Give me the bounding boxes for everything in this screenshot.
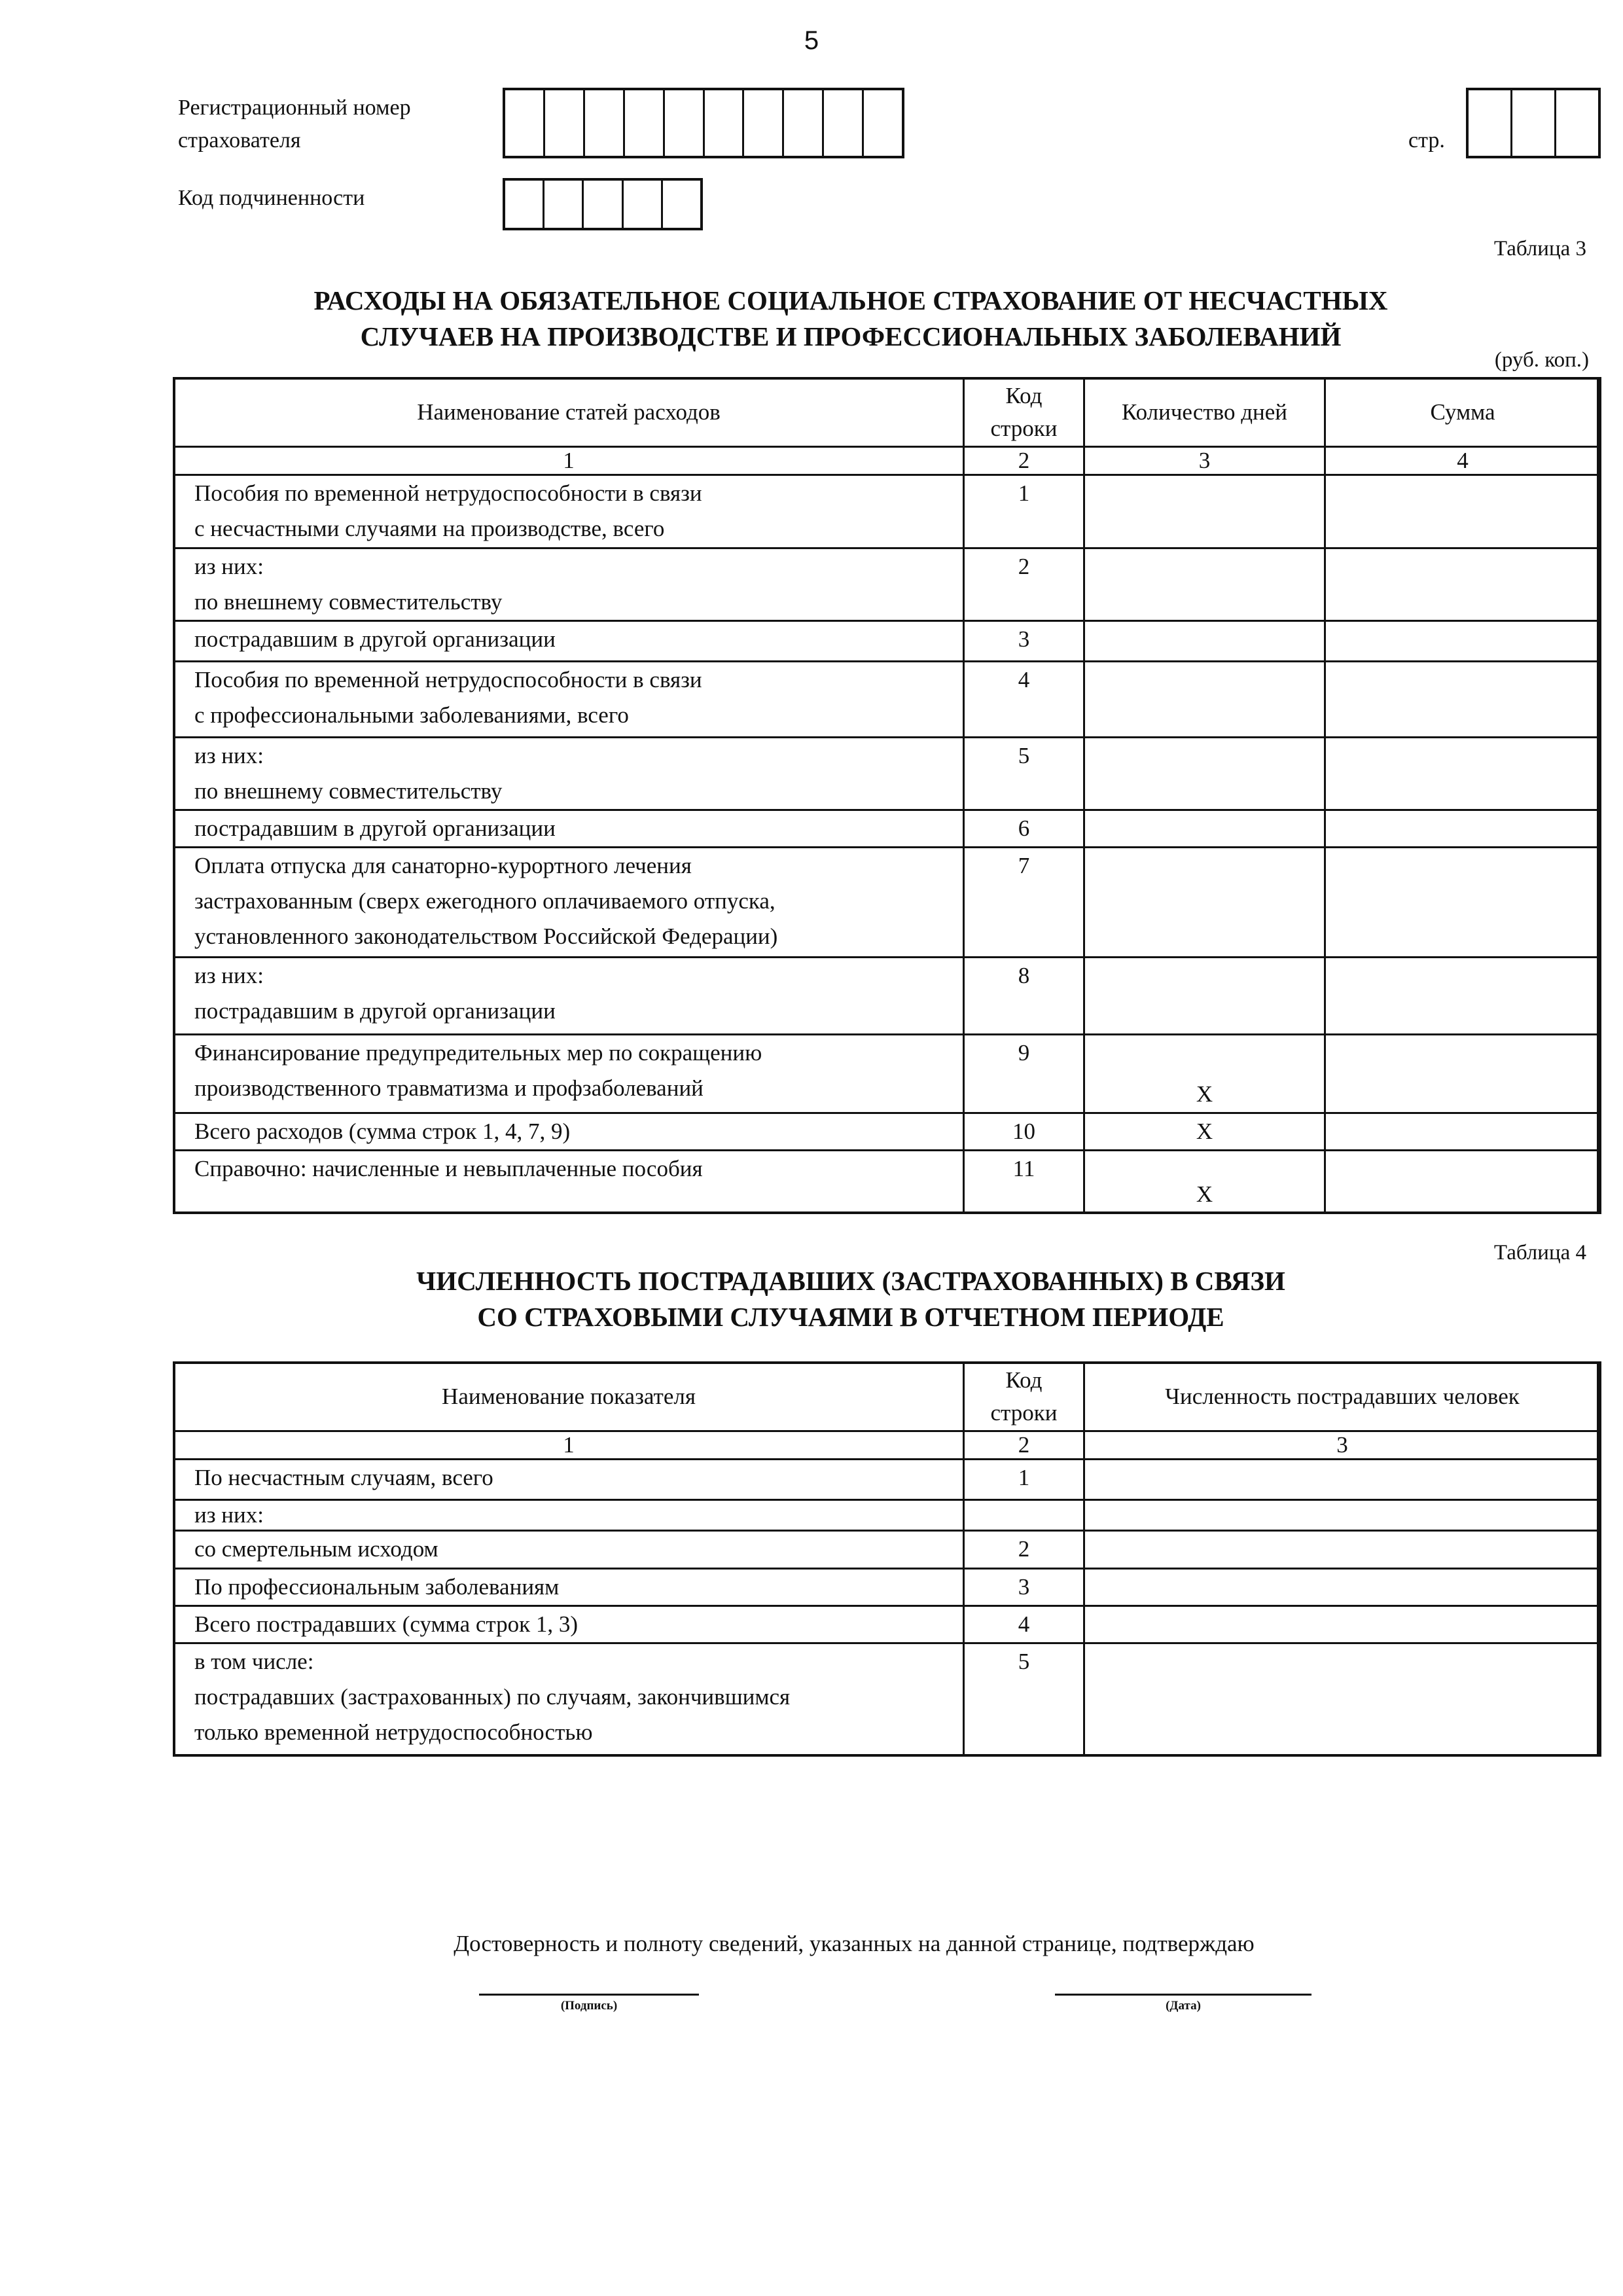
subordination-digit[interactable] xyxy=(544,181,584,228)
reg-number-digit[interactable] xyxy=(585,90,625,156)
t3-row-code: 1 xyxy=(964,475,1084,548)
t3-row-sum[interactable] xyxy=(1325,548,1601,620)
row-text: со смертельным исходом xyxy=(194,1535,438,1562)
table-row xyxy=(174,1150,1601,1213)
t4-row-count[interactable] xyxy=(1084,1499,1601,1530)
table3-grid xyxy=(173,377,1601,1214)
t4-row-label xyxy=(174,1530,964,1568)
t3-colnum: 3 xyxy=(1084,446,1325,475)
row-text: из них: xyxy=(194,742,264,768)
row-text: с несчастными случаями на производстве, всего xyxy=(194,515,665,541)
t3-row-code: 6 xyxy=(964,810,1084,847)
t3-row-days[interactable] xyxy=(1084,847,1325,957)
t3-colnum: 1 xyxy=(174,446,964,475)
row-text: По несчастным случаям, всего xyxy=(194,1464,493,1490)
row-text: только временной нетрудоспособностью xyxy=(194,1719,593,1745)
t3-row-label xyxy=(174,847,964,957)
t3-row-days[interactable]: X xyxy=(1084,1150,1325,1213)
t4-row-label xyxy=(174,1499,964,1530)
t3-row-sum[interactable] xyxy=(1325,737,1601,810)
t3-row-sum[interactable] xyxy=(1325,847,1601,957)
t3-row-label xyxy=(174,661,964,737)
row-text: Справочно: начисленные и невыплаченные пособия xyxy=(194,1155,703,1181)
reg-number-digit[interactable] xyxy=(545,90,585,156)
t3-row-label xyxy=(174,1034,964,1113)
t3-row-label xyxy=(174,1150,964,1213)
t3-row-days[interactable] xyxy=(1084,548,1325,620)
t3-row-label xyxy=(174,475,964,548)
row-text: Пособия по временной нетрудоспособности в связи xyxy=(194,480,702,506)
row-text: застрахованным (сверх ежегодного оплачиваемого отпуска, xyxy=(194,888,776,914)
t3-row-label xyxy=(174,957,964,1034)
t4-row-code: 3 xyxy=(964,1568,1084,1605)
page-label: стр. xyxy=(1408,128,1445,152)
t4-row-count[interactable] xyxy=(1084,1459,1601,1499)
t4-row-count[interactable] xyxy=(1084,1605,1601,1643)
t3-row-code: 10 xyxy=(964,1113,1084,1150)
t3-row-code: 2 xyxy=(964,548,1084,620)
table4-title-line2: СО СТРАХОВЫМИ СЛУЧАЯМИ В ОТЧЕТНОМ ПЕРИОДЕ xyxy=(477,1302,1224,1332)
table3-title-line1: РАСХОДЫ НА ОБЯЗАТЕЛЬНОЕ СОЦИАЛЬНОЕ СТРАХОВАНИЕ ОТ НЕСЧАСТНЫХ xyxy=(313,285,1388,315)
row-text: Всего пострадавших (сумма строк 1, 3) xyxy=(194,1611,579,1637)
page-number-input[interactable] xyxy=(1466,88,1601,158)
t4-row-code: 1 xyxy=(964,1459,1084,1499)
t3-row-sum[interactable] xyxy=(1325,1150,1601,1213)
row-text: пострадавшим в другой организации xyxy=(194,815,556,841)
t3-row-code: 7 xyxy=(964,847,1084,957)
table-row xyxy=(174,1530,1601,1568)
t3-row-sum[interactable] xyxy=(1325,810,1601,847)
table4 xyxy=(173,1361,1599,1757)
table3-title xyxy=(0,283,1623,355)
row-text: производственного травматизма и профзаболеваний xyxy=(194,1075,704,1101)
subordination-digit[interactable] xyxy=(624,181,663,228)
page-number-digit[interactable] xyxy=(1512,90,1556,156)
table-row xyxy=(174,1643,1601,1755)
table4-title-line1: ЧИСЛЕННОСТЬ ПОСТРАДАВШИХ (ЗАСТРАХОВАННЫХ) В СВЯЗИ xyxy=(416,1266,1285,1296)
subordination-digit[interactable] xyxy=(663,181,700,228)
t3-row-sum[interactable] xyxy=(1325,620,1601,661)
t4-row-count[interactable] xyxy=(1084,1568,1601,1605)
table3-title-line2: СЛУЧАЕВ НА ПРОИЗВОДСТВЕ И ПРОФЕССИОНАЛЬНЫХ ЗАБОЛЕВАНИЙ xyxy=(360,321,1342,351)
row-text: с профессиональными заболеваниями, всего xyxy=(194,702,629,728)
table-row xyxy=(174,737,1601,810)
row-text: пострадавшим в другой организации xyxy=(194,626,556,652)
t4-row-code xyxy=(964,1499,1084,1530)
t3-colnum: 2 xyxy=(964,446,1084,475)
t3-row-code: 11 xyxy=(964,1150,1084,1213)
reg-number-digit[interactable] xyxy=(665,90,705,156)
reg-number-digit[interactable] xyxy=(744,90,784,156)
subordination-digit[interactable] xyxy=(584,181,623,228)
row-text: в том числе: xyxy=(194,1648,314,1674)
row-text: Всего расходов (сумма строк 1, 4, 7, 9) xyxy=(194,1118,571,1144)
reg-number-digit[interactable] xyxy=(505,90,545,156)
t4-colnum: 2 xyxy=(964,1431,1084,1459)
t3-header-days: Количество дней xyxy=(1084,378,1325,446)
table-row xyxy=(174,810,1601,847)
row-text: пострадавшим в другой организации xyxy=(194,997,556,1024)
t3-row-sum[interactable] xyxy=(1325,1113,1601,1150)
t3-row-code: 8 xyxy=(964,957,1084,1034)
t4-row-code: 2 xyxy=(964,1530,1084,1568)
t3-row-code: 5 xyxy=(964,737,1084,810)
table-row xyxy=(174,548,1601,620)
t4-row-code: 4 xyxy=(964,1605,1084,1643)
t4-header-code-line2: строки xyxy=(990,1400,1058,1426)
t4-row-count[interactable] xyxy=(1084,1643,1601,1755)
t3-row-days[interactable]: X xyxy=(1084,1034,1325,1113)
t4-row-label xyxy=(174,1643,964,1755)
t3-header-code-line2: строки xyxy=(990,416,1058,442)
t3-row-label xyxy=(174,1113,964,1150)
t4-header-count: Численность пострадавших человек xyxy=(1084,1363,1601,1431)
table-row xyxy=(174,847,1601,957)
signature-caption: (Подпись) xyxy=(560,1999,618,2013)
t3-row-days[interactable]: X xyxy=(1084,1113,1325,1150)
table-row xyxy=(174,1459,1601,1499)
t3-row-days[interactable] xyxy=(1084,661,1325,737)
table-row xyxy=(174,1568,1601,1605)
t3-row-label xyxy=(174,810,964,847)
confirmation-text: Достоверность и полноту сведений, указанных на данной странице, подтверждаю xyxy=(454,1931,1255,1956)
t3-row-sum[interactable] xyxy=(1325,1034,1601,1113)
table-row xyxy=(174,1499,1601,1530)
table3 xyxy=(173,377,1599,1214)
t3-row-code: 9 xyxy=(964,1034,1084,1113)
t3-header-sum: Сумма xyxy=(1325,378,1601,446)
row-text: из них: xyxy=(194,962,264,988)
subordination-digit[interactable] xyxy=(505,181,544,228)
t4-row-label xyxy=(174,1459,964,1499)
row-text: по внешнему совместительству xyxy=(194,588,503,615)
row-text: Оплата отпуска для санаторно-курортного лечения xyxy=(194,852,692,878)
table4-caption: Таблица 4 xyxy=(1493,1241,1586,1265)
reg-number-digit[interactable] xyxy=(824,90,864,156)
subordination-label: Код подчиненности xyxy=(178,186,365,210)
row-text: пострадавших (застрахованных) по случаям, закончившимся xyxy=(194,1683,791,1710)
page-number-digit[interactable] xyxy=(1556,90,1598,156)
t4-header-name: Наименование показателя xyxy=(174,1363,964,1431)
t3-header-name: Наименование статей расходов xyxy=(174,378,964,446)
page-number-digit[interactable] xyxy=(1469,90,1512,156)
reg-number-digit[interactable] xyxy=(864,90,902,156)
table-row xyxy=(174,1113,1601,1150)
t3-row-label xyxy=(174,620,964,661)
table3-unit: (руб. коп.) xyxy=(1494,348,1589,372)
row-text: из них: xyxy=(194,1501,264,1528)
t3-header-code-line1: Код xyxy=(1005,383,1043,409)
reg-number-label xyxy=(178,92,411,157)
page-number: 5 xyxy=(804,26,819,55)
t4-row-label xyxy=(174,1568,964,1605)
t3-row-sum[interactable] xyxy=(1325,475,1601,548)
reg-number-input[interactable] xyxy=(503,88,904,158)
table-row xyxy=(174,1034,1601,1113)
t4-row-label xyxy=(174,1605,964,1643)
t4-header-code xyxy=(964,1363,1084,1431)
date-caption: (Дата) xyxy=(1166,1999,1201,2013)
t3-row-label xyxy=(174,737,964,810)
table-row xyxy=(174,620,1601,661)
row-text: Финансирование предупредительных мер по сокращению xyxy=(194,1039,762,1066)
table4-grid xyxy=(173,1361,1601,1757)
table-row xyxy=(174,661,1601,737)
table-row xyxy=(174,1605,1601,1643)
t3-row-code: 3 xyxy=(964,620,1084,661)
t3-row-days[interactable] xyxy=(1084,810,1325,847)
row-text: Пособия по временной нетрудоспособности в связи xyxy=(194,666,702,692)
t4-colnum: 3 xyxy=(1084,1431,1601,1459)
row-text: по внешнему совместительству xyxy=(194,778,503,804)
t3-row-sum[interactable] xyxy=(1325,957,1601,1034)
t3-row-days[interactable] xyxy=(1084,957,1325,1034)
t3-row-code: 4 xyxy=(964,661,1084,737)
table-row xyxy=(174,957,1601,1034)
reg-number-label-line1: Регистрационный номер xyxy=(178,96,411,120)
t3-row-label xyxy=(174,548,964,620)
t3-row-days[interactable] xyxy=(1084,475,1325,548)
t4-header-code-line1: Код xyxy=(1005,1367,1043,1393)
t3-row-days[interactable] xyxy=(1084,620,1325,661)
table4-title xyxy=(0,1263,1623,1335)
subordination-code-input[interactable] xyxy=(503,178,703,230)
reg-number-digit[interactable] xyxy=(784,90,824,156)
t3-colnum: 4 xyxy=(1325,446,1601,475)
t3-row-sum[interactable] xyxy=(1325,661,1601,737)
reg-number-digit[interactable] xyxy=(625,90,665,156)
row-text: установленного законодательством Российской Федерации) xyxy=(194,923,778,949)
table-row xyxy=(174,475,1601,548)
row-text: из них: xyxy=(194,553,264,579)
t4-row-code: 5 xyxy=(964,1643,1084,1755)
t3-row-days[interactable] xyxy=(1084,737,1325,810)
signature-field[interactable] xyxy=(479,1994,699,1996)
row-text: По профессиональным заболеваниям xyxy=(194,1573,560,1600)
reg-number-digit[interactable] xyxy=(705,90,745,156)
t4-colnum: 1 xyxy=(174,1431,964,1459)
date-field[interactable] xyxy=(1055,1994,1311,1996)
table3-caption: Таблица 3 xyxy=(1493,237,1586,260)
t3-header-code xyxy=(964,378,1084,446)
t4-row-count[interactable] xyxy=(1084,1530,1601,1568)
reg-number-label-line2: страхователя xyxy=(178,128,301,152)
